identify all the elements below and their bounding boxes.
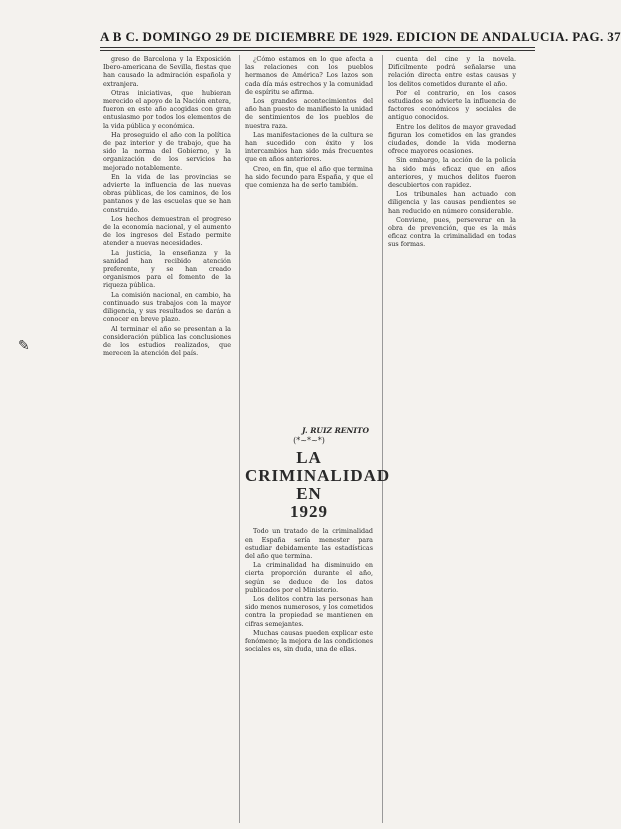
article-body bbox=[245, 527, 373, 653]
article-signature: J. RUIZ RENITO bbox=[302, 426, 369, 435]
article-title bbox=[245, 448, 391, 522]
paragraph: cuenta del cine y la novela. Difícilmente podrá señalarse una relación directa entre estas causas y los delitos cometidos durante el año. bbox=[388, 55, 516, 88]
paragraph: ¿Cómo estamos en lo que afecta a las relaciones con los pueblos hermanos de América? Los lazos son cada día más estrechos y la comunidad de espíritu se afirma. bbox=[245, 55, 373, 96]
column-1 bbox=[103, 55, 231, 823]
header-edition: EDICION DE ANDALUCIA. bbox=[396, 29, 569, 44]
paragraph: Sin embargo, la acción de la policía ha sido más eficaz que en años anteriores, y muchos delitos fueron descubiertos con rapidez. bbox=[388, 156, 516, 190]
page-header bbox=[100, 29, 621, 45]
paragraph: La criminalidad ha disminuido en cierta proporción durante el año, según se deduce de los datos publicados por el Ministerio. bbox=[245, 561, 373, 594]
column-2 bbox=[245, 55, 391, 823]
paragraph: Conviene, pues, perseverar en la obra de prevención, que es la más eficaz contra la criminalidad en todas sus formas. bbox=[388, 215, 516, 249]
margin-mark: ✎ bbox=[18, 338, 30, 354]
paragraph: La comisión nacional, en cambio, ha continuado sus trabajos con la mayor diligencia, y sus resultados se darán a conocer en breve plazo. bbox=[103, 290, 231, 324]
paragraph: Muchas causas pueden explicar este fenómeno; la mejora de las condiciones sociales es, sin duda, una de ellas. bbox=[245, 628, 373, 654]
paragraph: En la vida de las provincias se advierte la influencia de las nuevas obras públicas, de los caminos, de los pantanos y de las escuelas que se han construido. bbox=[103, 172, 231, 214]
paragraph: La justicia, la enseñanza y la sanidad han recibido atención preferente, y se han creado organismos para el fomento de la riqueza pública. bbox=[103, 248, 231, 290]
paragraph: Los hechos demuestran el progreso de la economía nacional, y el aumento de los ingresos del Estado permite atender a nuevas necesidades. bbox=[103, 214, 231, 248]
column-3 bbox=[388, 55, 516, 823]
paragraph: Por el contrario, en los casos estudiados se advierte la influencia de factores económicos y sociales de antiguo conocidos. bbox=[388, 88, 516, 122]
paragraph: Los grandes acontecimientos del año han puesto de manifiesto la unidad de sentimientos de los pueblos de nuestra raza. bbox=[245, 97, 373, 130]
paragraph: Al terminar el año se presentan a la consideración pública las conclusiones de los estudios realizados, que merecen la atención del país. bbox=[103, 324, 231, 358]
paragraph: greso de Barcelona y la Exposición Ibero-americana de Sevilla, fiestas que han causado la admiración española y extranjera. bbox=[103, 55, 231, 88]
header-page-number: PAG. 37 bbox=[572, 29, 621, 44]
article-title-line1: LA CRIMINALIDAD EN bbox=[245, 448, 391, 504]
paragraph: Creo, en fin, que el año que termina ha sido fecundo para España, y que el que comienza ha de serlo también. bbox=[245, 164, 373, 190]
paragraph: Entre los delitos de mayor gravedad figuran los cometidos en las grandes ciudades, donde la vida moderna ofrece mayores ocasiones. bbox=[388, 122, 516, 156]
ornament: (*~*~*) bbox=[293, 436, 325, 446]
paragraph: Las manifestaciones de la cultura se han sucedido con éxito y los intercambios han sido más frecuentes que en años anteriores. bbox=[245, 130, 373, 164]
paragraph: Otras iniciativas, que hubieran merecido el apoyo de la Nación entera, fueron en este año acogidas con gran entusiasmo por todos los elementos de la vida pública y económica. bbox=[103, 88, 231, 130]
paragraph: Los tribunales han actuado con diligencia y las causas pendientes se han reducido en número considerable. bbox=[388, 190, 516, 215]
paragraph: Todo un tratado de la criminalidad en España sería menester para estudiar debidamente las estadísticas del año que termina. bbox=[245, 527, 373, 561]
column-divider bbox=[382, 55, 383, 823]
paragraph: Ha proseguido el año con la política de paz interior y de trabajo, que ha sido la norma del Gobierno, y la organización de los servicios ha mejorado notablemente. bbox=[103, 130, 231, 172]
header-rule bbox=[100, 47, 535, 48]
paragraph: Los delitos contra las personas han sido menos numerosos, y los cometidos contra la propiedad se mantienen en cifras semejantes. bbox=[245, 595, 373, 628]
header-date: A B C. DOMINGO 29 DE DICIEMBRE DE 1929. bbox=[100, 29, 393, 44]
article-title-line2: 1929 bbox=[290, 502, 328, 522]
header-rule-2 bbox=[100, 50, 535, 51]
column-2-text bbox=[245, 55, 373, 425]
column-divider bbox=[239, 55, 240, 823]
